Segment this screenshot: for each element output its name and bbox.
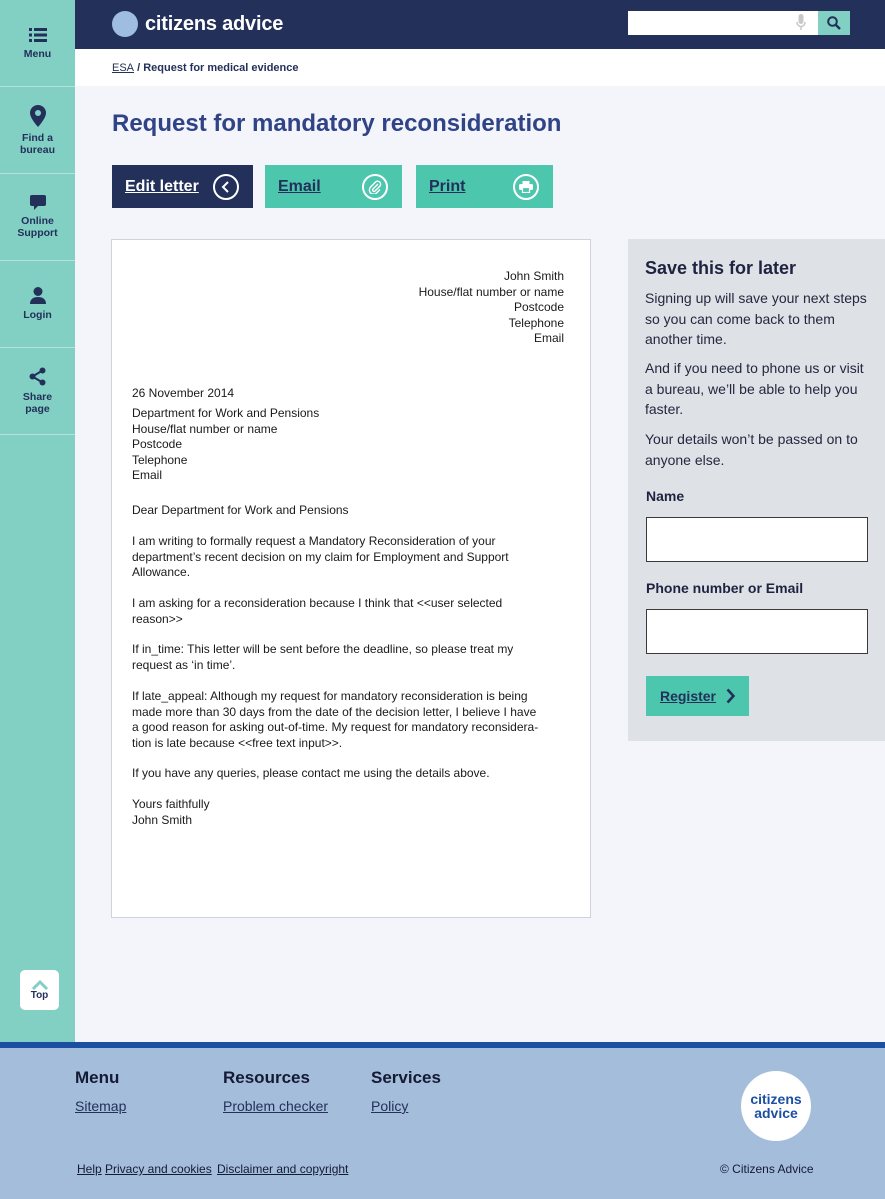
sidebar-item-label: Login — [23, 309, 52, 321]
sidebar-item-label: Online Support — [17, 215, 58, 239]
save-for-later-panel — [628, 239, 885, 741]
recipient-line: House/flat number or name — [132, 421, 278, 436]
letter-preview — [111, 239, 591, 918]
footer-link-sitemap[interactable]: Sitemap — [75, 1098, 127, 1114]
breadcrumb — [112, 62, 298, 74]
user-icon — [30, 287, 46, 304]
letter-paragraph — [132, 596, 572, 627]
brand-name: citizens advice — [145, 12, 284, 35]
letter-line: request as ‘in time’. — [132, 657, 236, 672]
brand-logo[interactable] — [112, 11, 283, 37]
register-button[interactable] — [646, 676, 749, 716]
footer-services-heading: Services — [371, 1068, 441, 1087]
recipient-address — [132, 406, 572, 484]
letter-closing: Yours faithfully — [132, 797, 210, 811]
chevron-right-icon — [726, 688, 735, 704]
letter-paragraph — [132, 642, 572, 673]
contact-label: Phone number or Email — [646, 580, 804, 596]
breadcrumb-bar — [75, 49, 885, 86]
sender-line: Telephone — [508, 315, 564, 330]
chat-bubble-icon — [30, 195, 46, 210]
sidebar-item-label: Menu — [23, 47, 52, 60]
email-button[interactable] — [265, 165, 402, 208]
sidebar-item-share[interactable] — [0, 348, 75, 435]
print-button[interactable] — [416, 165, 553, 208]
save-panel-text: Signing up will save your next steps so you can come back to them another time. — [645, 290, 867, 347]
microphone-icon[interactable] — [796, 14, 806, 31]
chevron-up-icon — [31, 980, 49, 990]
letter-salutation: Dear Department for Work and Pensions — [132, 503, 349, 517]
footer-link-help[interactable]: Help — [77, 1162, 102, 1176]
letter-paragraph — [132, 689, 572, 751]
search-input[interactable] — [628, 11, 788, 35]
save-panel-text: Your details won’t be passed on to anyone else. — [645, 431, 858, 468]
site-header — [75, 0, 885, 49]
breadcrumb-separator: / — [137, 62, 141, 74]
back-to-top-label: Top — [30, 989, 49, 1001]
letter-line: a good reason for asking out-of-time. My request for mandatory reconsidera- — [132, 720, 539, 734]
sidebar — [0, 0, 75, 1042]
email-label: Email — [278, 177, 321, 195]
recipient-line: Telephone — [132, 452, 188, 467]
search-button[interactable] — [818, 11, 850, 35]
chevron-left-icon — [213, 174, 239, 200]
letter-line: tion is late because <<free text input>>. — [132, 735, 343, 750]
map-pin-icon — [30, 105, 46, 127]
sidebar-item-label: Find a bureau — [19, 131, 55, 156]
edit-letter-label: Edit letter — [125, 177, 199, 195]
footer-link-policy[interactable]: Policy — [371, 1098, 409, 1114]
recipient-line: Postcode — [132, 437, 183, 451]
breadcrumb-current: Request for medical evidence — [143, 62, 299, 74]
page-title: Request for mandatory reconsideration — [112, 110, 562, 137]
letter-line: If late_appeal: Although my request for mandatory reconsideration is being — [132, 689, 528, 703]
name-field[interactable] — [646, 517, 868, 562]
copyright: © Citizens Advice — [720, 1162, 814, 1176]
breadcrumb-link-esa[interactable]: ESA — [112, 62, 135, 74]
site-footer — [0, 1048, 885, 1199]
sender-line: House/flat number or name — [418, 284, 564, 299]
footer-link-disclaimer[interactable]: Disclaimer and copyright — [217, 1162, 349, 1176]
save-panel-text: And if you need to phone us or visit a bureau, we’ll be able to help you faster. — [645, 360, 864, 417]
paperclip-icon — [362, 174, 388, 200]
letter-signature: John Smith — [132, 813, 193, 827]
recipient-line: Email — [132, 468, 163, 482]
printer-icon — [513, 174, 539, 200]
footer-link-privacy[interactable]: Privacy and cookies — [105, 1162, 212, 1176]
footer-menu-heading: Menu — [75, 1068, 120, 1087]
letter-line: made more than 30 days from the date of the decision letter, I believe I have — [132, 704, 537, 719]
edit-letter-button[interactable] — [112, 165, 253, 208]
list-icon — [29, 27, 47, 43]
sidebar-item-menu[interactable] — [0, 0, 75, 87]
sender-line: John Smith — [503, 269, 564, 283]
search-box — [628, 11, 850, 35]
name-label: Name — [646, 488, 685, 504]
save-panel-title: Save this for later — [645, 258, 797, 278]
letter-line: If in_time: This letter will be sent before the deadline, so please treat my — [132, 642, 514, 656]
sender-line: Postcode — [513, 300, 564, 314]
sidebar-item-find-bureau[interactable] — [0, 87, 75, 174]
sender-line: Email — [533, 331, 564, 345]
logo-bubble-icon — [112, 11, 138, 37]
contact-field[interactable] — [646, 609, 868, 654]
letter-date: 26 November 2014 — [132, 386, 235, 400]
letter-line: I am writing to formally request a Mandatory Reconsideration of your — [132, 534, 496, 548]
share-icon — [29, 367, 46, 386]
recipient-line: Department for Work and Pensions — [132, 406, 320, 420]
sidebar-item-login[interactable] — [0, 261, 75, 348]
register-label: Register — [659, 688, 717, 704]
footer-logo — [741, 1071, 811, 1141]
footer-link-problem-checker[interactable]: Problem checker — [223, 1098, 329, 1114]
letter-line: department’s recent decision on my claim for Employment and Support — [132, 549, 509, 564]
back-to-top-button[interactable] — [20, 970, 59, 1010]
letter-line: reason>> — [132, 611, 183, 626]
footer-logo-line: advice — [754, 1105, 798, 1121]
footer-logo-line: citizens — [750, 1091, 802, 1107]
letter-paragraph: If you have any queries, please contact me using the details above. — [132, 766, 490, 780]
footer-resources-heading: Resources — [223, 1068, 310, 1087]
sidebar-item-online-support[interactable] — [0, 174, 75, 261]
sidebar-item-label: Share page — [22, 391, 53, 415]
letter-line: I am asking for a reconsideration because I think that <<user selected — [132, 596, 503, 610]
search-icon — [827, 16, 841, 30]
letter-line: Allowance. — [132, 565, 191, 579]
print-label: Print — [429, 177, 466, 195]
sender-address — [419, 269, 564, 347]
letter-paragraph — [132, 534, 572, 581]
